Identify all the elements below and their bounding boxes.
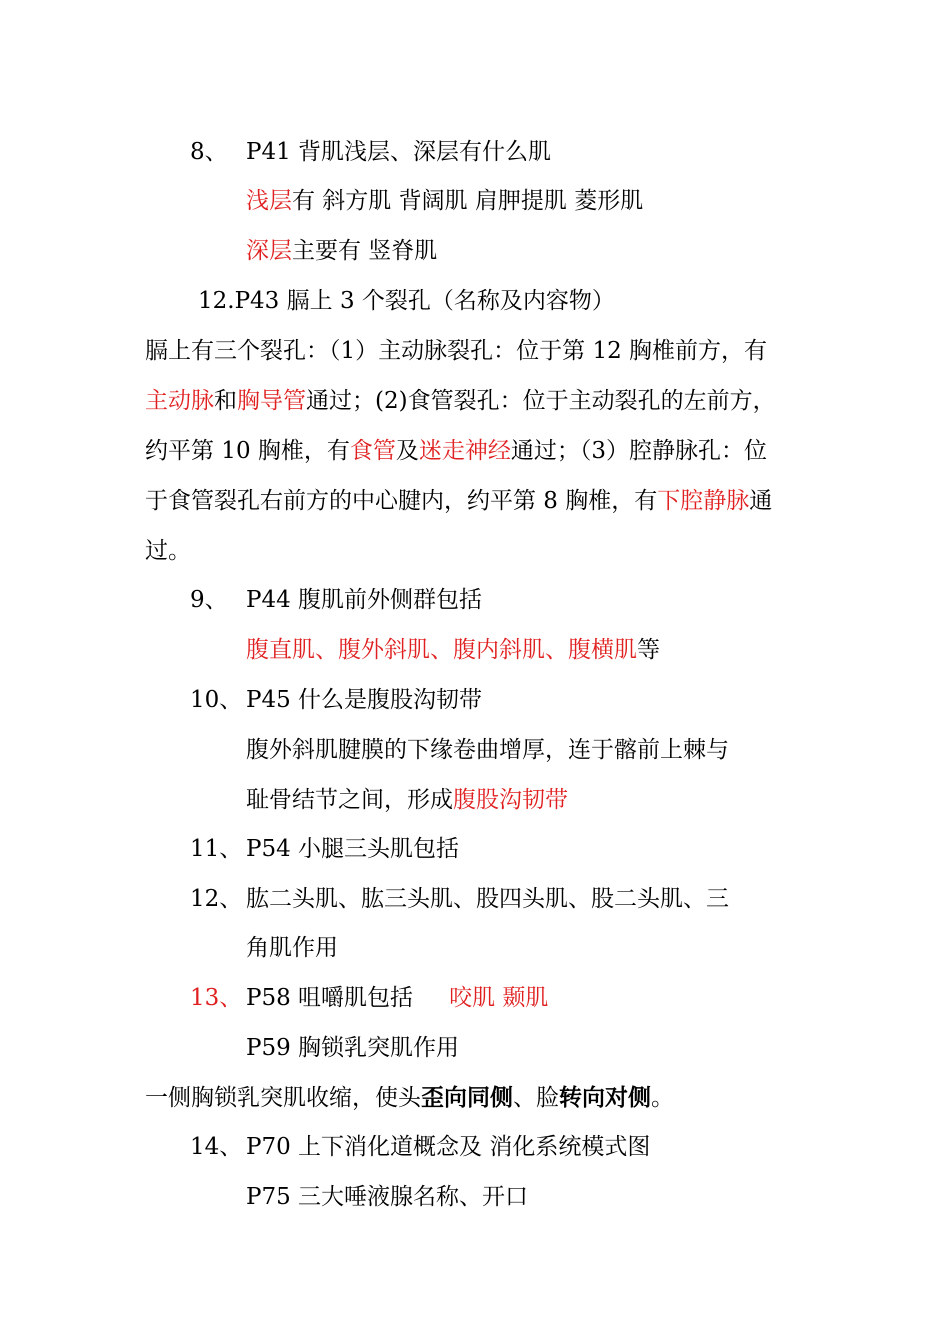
q10-answer-line1: 腹外斜肌腱膜的下缘卷曲增厚，连于髂前上棘与 [246, 737, 729, 763]
q8-title: P41 背肌浅层、深层有什么肌 [246, 139, 552, 165]
q12a-text: 和 [214, 388, 237, 414]
q9-answer-tail: 等 [637, 637, 660, 663]
q8-shallow-text: 有 斜方肌 背阔肌 肩胛提肌 菱形肌 [292, 188, 644, 214]
q12a-para-line3 [145, 436, 767, 466]
q10-title: P45 什么是腹股沟韧带 [246, 687, 483, 713]
q12a-para-line5: 过。 [145, 538, 191, 564]
q13-number: 13、 [190, 985, 243, 1011]
q10-text: 耻骨结节之间，形成 [246, 787, 453, 813]
q12a-thoracic-duct: 胸导管 [237, 388, 306, 414]
q14-heading [190, 1132, 650, 1162]
q12a-ivc: 下腔静脉 [657, 488, 750, 514]
q12a-para-line4 [145, 486, 772, 516]
q8-deep-text: 主要有 竖脊肌 [292, 238, 438, 264]
q13-heading [190, 983, 548, 1013]
q8-answer-shallow [246, 186, 643, 216]
q13-text: 、脸 [513, 1085, 559, 1111]
q10-number: 10、 [190, 687, 243, 713]
q14-sub: P75 三大唾液腺名称、开口 [246, 1184, 529, 1210]
q12a-heading: 12.P43 膈上 3 个裂孔（名称及内容物） [198, 288, 615, 314]
q12a-text: 通过；(2)食管裂孔：位于主动裂孔的左前方， [306, 388, 776, 414]
q12a-esophagus: 食管 [349, 438, 396, 464]
q13-sub: P59 胸锁乳突肌作用 [246, 1035, 460, 1061]
q12a-para-line1: 膈上有三个裂孔：（1）主动脉裂孔：位于第 12 胸椎前方，有 [145, 338, 768, 364]
q12a-text: 通 [749, 488, 773, 514]
q13-bold-1: 歪向同侧 [421, 1084, 513, 1111]
q13-answer: 咬肌 颞肌 [449, 985, 549, 1011]
q9-heading [190, 585, 482, 615]
q14-title: P70 上下消化道概念及 消化系统模式图 [246, 1134, 651, 1160]
q13-text: 。 [651, 1085, 674, 1111]
q9-answer [246, 635, 660, 665]
q12a-vagus: 迷走神经 [418, 438, 511, 464]
q12-title-line2: 角肌作用 [246, 935, 338, 961]
q12a-para-line2 [145, 386, 776, 416]
q12-number: 12、 [190, 886, 243, 912]
q13-title: P58 咀嚼肌包括 [246, 985, 414, 1011]
q10-heading [190, 685, 482, 715]
q8-heading [190, 137, 551, 167]
q14-number: 14、 [190, 1134, 243, 1160]
q8-deep-label: 深层 [246, 238, 292, 264]
q9-number: 9、 [190, 587, 228, 613]
q10-answer-line2 [246, 785, 568, 815]
q12-heading [190, 884, 729, 914]
q11-title: P54 小腿三头肌包括 [246, 836, 460, 862]
q11-number: 11、 [190, 836, 243, 862]
q13-text: 一侧胸锁乳突肌收缩，使头 [145, 1085, 421, 1111]
q12a-aorta: 主动脉 [145, 388, 214, 414]
q11-heading [190, 834, 459, 864]
q8-answer-deep [246, 236, 437, 266]
q13-bold-2: 转向对侧 [559, 1084, 651, 1111]
q13-sub-answer [145, 1083, 674, 1113]
q8-number: 8、 [190, 139, 228, 165]
q10-inguinal-ligament: 腹股沟韧带 [453, 787, 568, 813]
q12a-text: 通过；（3）腔静脉孔：位 [510, 438, 768, 464]
q12-title-line1: 肱二头肌、肱三头肌、股四头肌、股二头肌、三 [246, 886, 729, 912]
q12a-text: 于食管裂孔右前方的中心腱内，约平第 8 胸椎，有 [145, 488, 658, 514]
q9-title: P44 腹肌前外侧群包括 [246, 587, 483, 613]
q8-shallow-label: 浅层 [246, 188, 292, 214]
q12a-text: 约平第 10 胸椎，有 [145, 438, 350, 464]
q12a-text: 及 [395, 438, 419, 464]
q9-answer-red: 腹直肌、腹外斜肌、腹内斜肌、腹横肌 [246, 637, 637, 663]
